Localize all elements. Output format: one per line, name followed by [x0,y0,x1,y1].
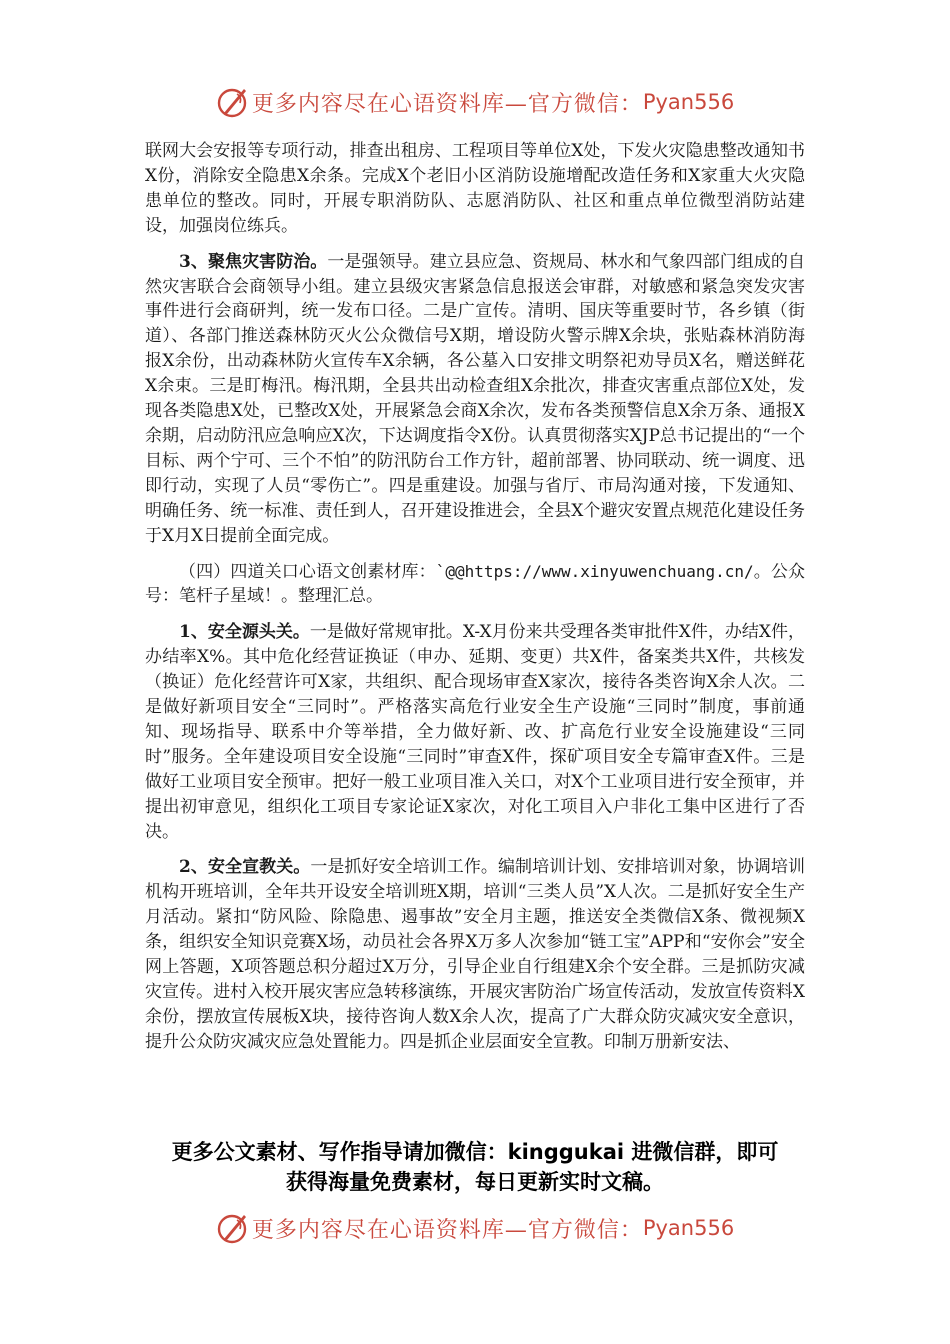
paragraph-disaster-prevention [145,250,805,549]
paragraph-text: 联网大会安报等专项行动，排查出租房、工程项目等单位X处，下发火灾隐患整改通知书X份，消除安全隐患X余条。完成X个老旧小区消防设施增配改造任务和X家重大火灾隐患单位的整改。同时，开展专职消防队、志愿消防队、社区和重点单位微型消防站建设，加强岗位练兵。 [145,141,805,236]
footer-banner-text: 更多内容尽在心语资料库—官方微信： [251,1217,643,1243]
paragraph-text-post: 。公众号：笔杆子星域！。整理汇总。 [145,561,806,607]
paragraph-text: 一是做好常规审批。X-X月份来共受理各类审批件X件，办结X件，办结率X%。其中危化经营证换证（申办、延期、变更）共X件，备案类共X件，共核发（换证）危化经营许可X家，共组织、配合现场审查X家次，接待各类咨询X余人次。二是做好新项目安全“三同时”。严格落实高危行业安全生产设施“三同时”制度，事前通知、现场指导、联系中介等举措，全力做好新、改、扩高危行业安全设施建设“三同时”服务。全年建设项目安全设施“三同时”审查X件，探矿项目安全专篇审查X件。三是做好工业项目安全预审。把好一般工业项目准入关口，对X个工业项目进行安全预审，并提出初审意见，组织化工项目专家论证X家次，对化工项目入户非化工集中区进行了否决。 [145,622,805,842]
header-banner-text: 更多内容尽在心语资料库—官方微信： [251,91,643,117]
section-heading: 3、聚焦灾害防治。 [179,251,328,272]
paragraph-text: 一是强领导。建立县应急、资规局、林水和气象四部门组成的自然灾害联合会商领导小组。建立县级灾害紧急信息报送会审群，对敏感和紧急突发灾害事件进行会商研判，统一发布口径。二是广宣传。清明、国庆等重要时节，各乡镇（街道）、各部门推送森林防灭火公众微信号X期，增设防火警示牌X余块，张贴森林消防海报X余份，出动森林防火宣传车X余辆，各公墓入口安排文明祭祀劝导员X名，赠送鲜花X余束。三是盯梅汛。梅汛期，全县共出动检查组X余批次，排查灾害重点部位X处，发现各类隐患X处，已整改X处，开展紧急会商X余次，发布各类预警信息X余万条、通报X余期，启动防汛应急响应X次，下达调度指令X份。认真贯彻落实XJP总书记提出的“一个目标、两个宁可、三个不怕”的防汛防台工作方针，超前部署、协同联动、统一调度、迅即行动，实现了人员“零伤亡”。四是重建设。加强与省厅、市局沟通对接，下发通知、明确任务、统一标准、责任到人，召开建设推进会，全县X个避灾安置点规范化建设任务于X月X日提前全面完成。 [145,251,805,546]
header-banner-wechat-id: Pyan556 [642,90,735,114]
promo-notice [0,1137,950,1197]
header-banner [0,82,950,122]
footer-banner-wechat-id: Pyan556 [642,1216,735,1240]
section-heading: 1、安全源头关。 [179,622,310,643]
footer-banner [0,1208,950,1248]
source-url: `@@https://www.xinyuwenchuang.cn/ [435,561,754,581]
document-body [145,139,805,1055]
promo-line-1: 更多公文素材、写作指导请加微信：kinggukai 进微信群，即可 [171,1140,779,1164]
section-heading: 2、安全宣教关。 [179,857,311,878]
paragraph-four-gates [145,560,805,610]
paragraph-text: 一是抓好安全培训工作。编制培训计划、安排培训对象，协调培训机构开班培训，全年共开设安全培训班X期，培训“三类人员”X人次。二是抓好安全生产月活动。紧扣“防风险、除隐患、遏事故”安全月主题，推送安全类微信X条、微视频X条，组织安全知识竞赛X场，动员社会各界X万多人次参加“链工宝”APP和“安你会”安全网上答题，X项答题总积分超过X万分，引导企业自行组建X余个安全群。三是抓防灾减灾宣传。进村入校开展灾害应急转移演练，开展灾害防治广场宣传活动，发放宣传资料X余份，摆放宣传展板X块，接待咨询人数X余人次，提高了广大群众防灾减灾安全意识，提升公众防灾减灾应急处置能力。四是抓企业层面安全宣教。印制万册新安法、 [145,857,805,1052]
paragraph-education-gate [145,855,805,1054]
paragraph-text-pre: （四）四道关口心语文创素材库： [179,561,436,582]
paragraph-source-gate [145,620,805,844]
quill-logo-icon [216,1211,250,1245]
quill-logo-icon [216,85,250,119]
promo-line-2: 获得海量免费素材，每日更新实时文稿。 [286,1170,664,1194]
paragraph-continuation [145,139,805,239]
